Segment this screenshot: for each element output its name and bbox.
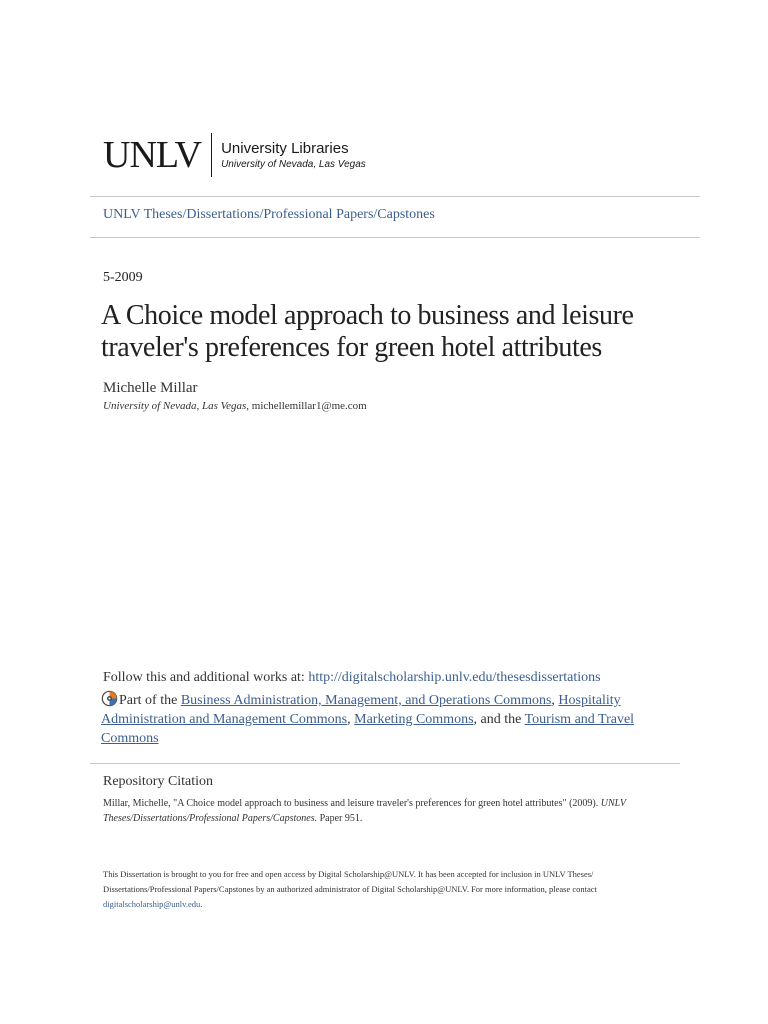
logo-text	[221, 140, 366, 171]
collection-divider	[90, 237, 700, 238]
citation-divider	[90, 763, 680, 764]
repository-citation-text	[103, 796, 663, 826]
logo-line1: University Libraries	[221, 139, 349, 157]
hospitality-commons-link[interactable]: Hospitality Administration and Management Commons	[101, 693, 621, 727]
citation-body: Millar, Michelle, "A Choice model approach to business and leisure traveler's preferences for green hotel attributes" (2009).	[103, 798, 601, 809]
citation-paper: Paper 951.	[317, 813, 363, 824]
part-of-commons	[101, 690, 661, 748]
repository-citation-heading: Repository Citation	[103, 774, 214, 789]
commons-network-icon	[101, 690, 118, 707]
publication-date: 5-2009	[103, 270, 143, 285]
follow-line	[103, 670, 601, 686]
follow-url-link[interactable]: http://digitalscholarship.unlv.edu/thesesdissertations	[308, 670, 601, 685]
part-of-sep-3: , and the	[473, 712, 525, 727]
contact-email-link[interactable]: digitalscholarship@unlv.edu	[103, 899, 201, 909]
access-notice-text: This Dissertation is brought to you for free and open access by Digital Scholarship@UNLV. It has been accepted for inclusion in UNLV Theses/ Dissertations/Professional Papers/Capstones by an authorized administrator of Digital Scholarship@UNLV. For more information, please contact	[103, 869, 597, 894]
business-admin-commons-link[interactable]: Business Administration, Management, and Operations Commons	[180, 693, 552, 708]
collection-link[interactable]: UNLV Theses/Dissertations/Professional Papers/Capstones	[103, 207, 435, 222]
affiliation-separator: ,	[246, 400, 252, 412]
author-email: michellemillar1@me.com	[251, 400, 367, 412]
tourism-travel-commons-link[interactable]: Tourism and Travel Commons	[101, 712, 635, 746]
citation-series: UNLV Theses/Dissertations/Professional Papers/Capstones.	[103, 798, 626, 824]
part-of-prefix: Part of the	[119, 693, 181, 708]
document-title: A Choice model approach to business and leisure traveler's preferences for green hotel attributes	[101, 300, 634, 363]
access-notice-end: .	[200, 899, 203, 909]
logo-mark: UNLV	[103, 134, 202, 176]
author-affiliation	[103, 400, 367, 412]
logo-divider	[211, 133, 212, 177]
unlv-libraries-logo	[103, 132, 366, 178]
marketing-commons-link[interactable]: Marketing Commons	[354, 712, 474, 727]
follow-text: Follow this and additional works at:	[103, 670, 309, 685]
part-of-sep-1: ,	[551, 693, 559, 708]
top-divider	[90, 196, 700, 197]
author-name: Michelle Millar	[103, 380, 198, 396]
access-notice	[103, 867, 673, 912]
logo-line2: University of Nevada, Las Vegas	[221, 158, 366, 170]
affiliation-name: University of Nevada, Las Vegas	[103, 400, 247, 412]
part-of-sep-2: ,	[347, 712, 355, 727]
